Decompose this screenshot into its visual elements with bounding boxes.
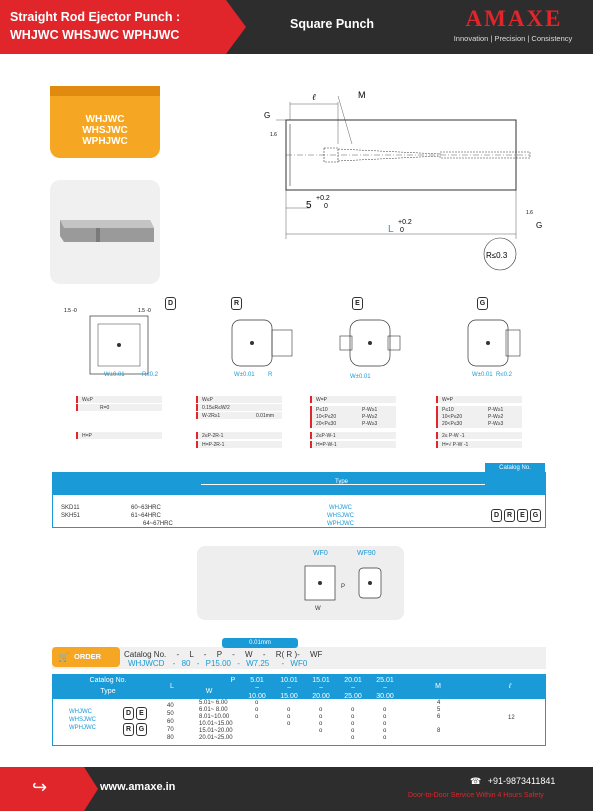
type-cell: WHSJWC [327, 513, 354, 519]
range-top: 20.01 [344, 677, 362, 684]
fmt-part: - [176, 650, 180, 659]
L-value: 70 [167, 727, 174, 733]
note-text: H=P-W-1 [316, 442, 337, 448]
p-range-1: 5.01 ~ 10.00 [241, 677, 273, 701]
fmt-part: Catalog No. [124, 650, 167, 659]
hardness-cell: 61~64HRC [131, 513, 161, 519]
tol-plus-L: +0.2 [398, 219, 412, 226]
fmt-part: R( [275, 650, 285, 659]
availability-mark: o [255, 714, 259, 720]
availability-mark: o [383, 721, 387, 727]
note-text: P-W≥2 [488, 414, 504, 420]
note-text: W≤P [202, 397, 213, 403]
L-value: 60 [167, 719, 174, 725]
range-top: 10.01 [280, 677, 298, 684]
catalog-example [128, 659, 307, 668]
L-value: 50 [167, 711, 174, 717]
tol-zero: 0 [324, 203, 328, 210]
dim-G: G [264, 111, 271, 120]
view-badge-r: R [231, 297, 242, 310]
type-cell: WPHJWC [327, 521, 354, 527]
view-badge-d: D [165, 297, 176, 310]
footer-service-note: Door-to-Door Service Within 4 Hours Safety [408, 792, 544, 799]
availability-mark: o [287, 721, 291, 727]
L-header: L [170, 683, 174, 690]
W-value: 20.01~25.00 [199, 735, 233, 741]
note-text: 10<P≤20 [442, 414, 463, 420]
catalog-format [124, 650, 322, 659]
W-value: 5.01~ 6.00 [199, 700, 228, 706]
availability-mark: o [255, 700, 259, 706]
share-icon: ↪ [32, 777, 48, 797]
note-text: 2≤ P-W -1 [442, 433, 465, 439]
footer-phone [470, 776, 555, 787]
range-top: 15.01 [312, 677, 330, 684]
view-badge-e: E [352, 297, 363, 310]
ex-part: - [196, 659, 200, 668]
letter-d: D [491, 509, 502, 522]
availability-mark: o [319, 714, 323, 720]
availability-mark: o [351, 714, 355, 720]
spec-table [52, 674, 546, 746]
note-text: P-W≥3 [362, 421, 378, 427]
note-text: R=0 [100, 405, 110, 411]
availability-mark: o [319, 728, 323, 734]
note-text: W=P [316, 397, 327, 403]
catalog-header: Catalog No. [485, 463, 545, 473]
order-button[interactable] [52, 647, 120, 667]
product-photo [50, 180, 160, 284]
view-r-w: W±0.01 [234, 372, 255, 378]
fmt-part: - [203, 650, 207, 659]
note-text: 2≤P-2R-1 [202, 433, 224, 439]
range-top: 5.01 [250, 677, 264, 684]
availability-mark: o [351, 707, 355, 713]
wf-p: P [341, 584, 346, 590]
header-title-line1: Straight Rod Ejector Punch : [10, 10, 181, 24]
fmt-part: - [232, 650, 235, 659]
wf-option-box [197, 546, 404, 620]
end-views [60, 298, 560, 382]
range-bottom: 25.00 [344, 693, 362, 700]
dim-G-right: G [536, 221, 543, 230]
header-title-line2: WHJWC WHSJWC WPHJWC [10, 28, 180, 42]
wf-w: W [315, 606, 321, 612]
view-badge-g: G [477, 297, 488, 310]
l-header: ℓ [508, 683, 512, 690]
note-text: W=P [442, 397, 453, 403]
ex-part: - [237, 659, 240, 668]
availability-mark: o [383, 707, 387, 713]
wf0-label: WF0 [313, 550, 328, 557]
cart-icon: 🛒 [58, 652, 70, 662]
W-value: 10.01~15.00 [199, 721, 233, 727]
fmt-part: W [245, 650, 253, 659]
header-red-panel [0, 0, 226, 54]
letter-g: G [136, 723, 147, 736]
order-label: ORDER [74, 652, 102, 661]
phone-number: +91-9873411841 [487, 776, 556, 786]
L-value: 80 [167, 735, 174, 741]
brand-logo: AMAXE [465, 6, 563, 31]
note-text: W-2R≥1 [202, 413, 221, 419]
view-d-r: R≤0.2 [142, 372, 158, 378]
view-d-dim2: 1.5 -0 [138, 308, 151, 314]
ex-part: - [281, 659, 285, 668]
dim-1-6-right: 1.6 [526, 210, 533, 216]
availability-mark: o [383, 728, 387, 734]
dim-L: L [388, 224, 394, 235]
note-text: 20<P≤30 [316, 421, 337, 427]
range-bottom: 30.00 [376, 693, 394, 700]
range-top: 25.01 [376, 677, 394, 684]
W-header: W [205, 688, 213, 695]
view-r-r: R [268, 372, 273, 378]
type-header: Type [100, 688, 116, 695]
availability-mark: o [351, 721, 355, 727]
label-box-tab [50, 86, 160, 96]
ex-part: 80 [181, 659, 191, 668]
letter-e: E [136, 707, 147, 720]
letter-r: R [123, 723, 134, 736]
L-value: 40 [167, 703, 174, 709]
tolerance-badge: 0.01mm [222, 638, 298, 648]
fmt-part: - [262, 650, 266, 659]
label-line: WHSJWC [82, 125, 128, 136]
note-text: 10<P≤20 [316, 414, 337, 420]
letter-d: D [123, 707, 134, 720]
note-text: P≤10 [442, 407, 454, 413]
material-cell: SKH51 [61, 513, 81, 519]
availability-mark: o [319, 721, 323, 727]
M-value: 6 [437, 714, 441, 720]
note-text: 0.01mm [256, 413, 275, 419]
availability-mark: o [351, 735, 355, 741]
note-text: P-W≥1 [362, 407, 378, 413]
range-bottom: 15.00 [280, 693, 298, 700]
p-range-4: 20.01 ~ 25.00 [337, 677, 369, 701]
ex-part: W7.25 [246, 659, 270, 668]
ex-part: WHJWCD [128, 659, 165, 668]
availability-mark: o [319, 707, 323, 713]
material-cell: SKD11 [61, 505, 80, 511]
header-category: Square Punch [290, 17, 375, 31]
fmt-part: R [286, 650, 293, 659]
letter-e: E [517, 509, 528, 522]
label-line: WHJWC [85, 114, 125, 125]
M-header: M [435, 683, 441, 690]
dim-1-6: 1.6 [270, 132, 277, 138]
catalog-header: Catalog No. [89, 677, 127, 684]
tol-plus: +0.2 [316, 195, 330, 202]
type-cell: WHSJWC [69, 717, 96, 723]
availability-mark: o [287, 714, 291, 720]
radius-note: R≤0.3 [486, 251, 508, 260]
footer-website[interactable]: www.amaxe.in [100, 781, 176, 793]
footer-red-panel [0, 767, 84, 811]
W-value: 6.01~ 8.00 [199, 707, 228, 713]
note-d-2 [76, 404, 162, 411]
fmt-part: )- [294, 650, 300, 659]
type-cell: WPHJWC [69, 725, 96, 731]
W-value: 8.01~10.00 [199, 714, 230, 720]
M-value: 5 [437, 707, 441, 713]
W-value: 15.01~20.00 [199, 728, 233, 734]
ex-part: - [172, 659, 176, 668]
P-header: P [230, 677, 236, 684]
letter-r: R [504, 509, 515, 522]
note-text: P-W≥1 [488, 407, 504, 413]
view-e-w: W±0.01 [350, 374, 371, 380]
brand-tagline: Innovation | Precision | Consistency [453, 34, 573, 43]
availability-mark: o [287, 707, 291, 713]
product-label-box [50, 86, 160, 158]
view-g-w: W±0.01 [472, 372, 493, 378]
footer-arrow [84, 767, 98, 811]
fmt-part: L [189, 650, 194, 659]
note-text: H=P-2R-1 [202, 442, 225, 448]
ex-part: P15.00 [205, 659, 231, 668]
M-value: 8 [437, 728, 441, 734]
phone-icon: ☎ [470, 776, 482, 786]
view-d-w: W±0.01 [104, 372, 125, 378]
note-text: H=√ P-W -1 [442, 442, 469, 448]
p-range-5: 25.01 ~ 30.00 [369, 677, 401, 701]
M-value: 4 [437, 700, 441, 706]
p-range-3: 15.01 ~ 20.00 [305, 677, 337, 701]
view-d-dim: 1.5 -0 [64, 308, 77, 314]
punch-image [50, 180, 160, 284]
note-text: P-W≥3 [488, 421, 504, 427]
availability-mark: o [255, 707, 259, 713]
availability-mark: o [383, 714, 387, 720]
hardness-cell: 60~63HRC [131, 505, 161, 511]
availability-mark: o [351, 728, 355, 734]
dim-5: 5 [306, 200, 312, 211]
type-cell: WHJWC [69, 709, 92, 715]
l-value: 12 [508, 715, 515, 721]
tol-zero-L: 0 [400, 227, 404, 234]
header-arrow [226, 0, 246, 54]
ex-part: WF0 [290, 659, 308, 668]
fmt-part: WF [310, 650, 323, 659]
label-line: WPHJWC [82, 136, 128, 147]
note-text: 2≤P-W-1 [316, 433, 336, 439]
letter-g: G [530, 509, 541, 522]
note-text: H=P [82, 433, 92, 439]
range-bottom: 20.00 [312, 693, 330, 700]
hardness-cell: 64~67HRC [143, 521, 173, 527]
wf90-label: WF90 [357, 550, 376, 557]
type-header: Type [335, 479, 349, 485]
wf-drawing [297, 562, 397, 618]
material-table [52, 465, 546, 528]
type-cell: WHJWC [329, 505, 352, 511]
dim-l: ℓ [312, 92, 316, 102]
dim-M: M [358, 90, 366, 100]
availability-mark: o [383, 735, 387, 741]
range-bottom: 10.00 [248, 693, 266, 700]
note-text: P-W≥2 [362, 414, 378, 420]
p-range-2: 10.01 ~ 15.00 [273, 677, 305, 701]
note-text: 0.15≤R≤W/2 [202, 405, 230, 411]
note-text: 20<P≤30 [442, 421, 463, 427]
view-g-r: R≤0.2 [496, 372, 512, 378]
note-text: P≤10 [316, 407, 328, 413]
note-text: W≤P [82, 397, 93, 403]
side-view-drawing [260, 84, 560, 274]
fmt-part: P [216, 650, 222, 659]
